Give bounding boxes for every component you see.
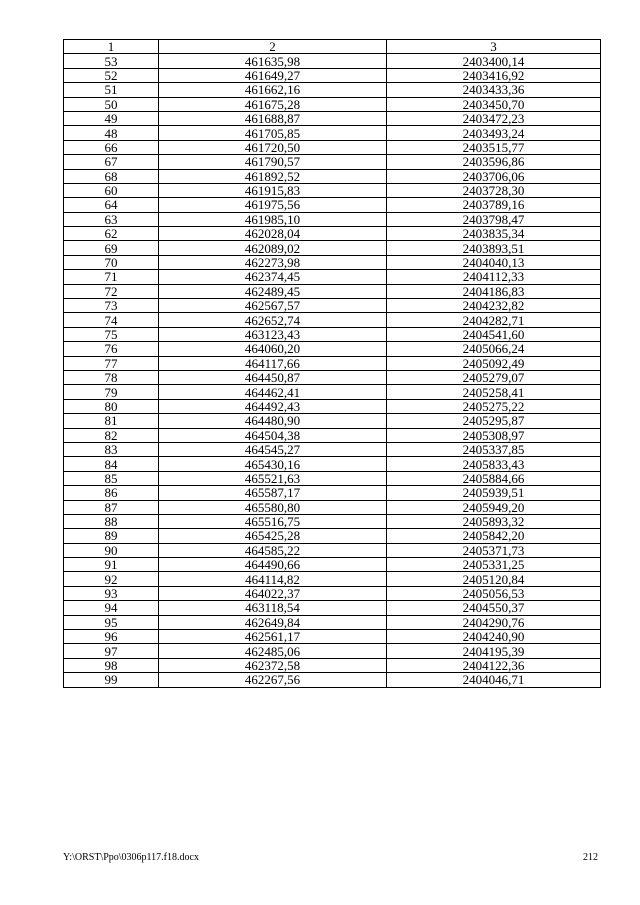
table-cell-col-2: 465516,75 [159, 514, 387, 528]
table-cell-col-3: 2405275,22 [387, 399, 601, 413]
table-cell-col-2: 464492,43 [159, 399, 387, 413]
table-cell-col-3: 2405833,43 [387, 457, 601, 471]
table-row [64, 126, 601, 140]
table-row [64, 140, 601, 154]
table-cell-col-2: 461662,16 [159, 83, 387, 97]
table-row [64, 601, 601, 615]
table-row [64, 644, 601, 658]
table-cell-col-1: 70 [64, 255, 159, 269]
table-cell-col-2: 462089,02 [159, 241, 387, 255]
table-cell-col-1: 82 [64, 428, 159, 442]
table-row [64, 68, 601, 82]
table-cell-col-3: 2405371,73 [387, 543, 601, 557]
table-cell-col-2: 462372,58 [159, 658, 387, 672]
table-cell-col-2: 462485,06 [159, 644, 387, 658]
table-row [64, 227, 601, 241]
table-cell-col-3: 2405893,32 [387, 514, 601, 528]
table-row [64, 54, 601, 68]
table-cell-col-2: 464585,22 [159, 543, 387, 557]
table-cell-col-2: 464490,66 [159, 558, 387, 572]
table-row [64, 241, 601, 255]
table-cell-col-3: 2405337,85 [387, 442, 601, 456]
table-body [64, 54, 601, 687]
table-cell-col-1: 73 [64, 299, 159, 313]
table-cell-col-2: 465521,63 [159, 471, 387, 485]
table-row [64, 543, 601, 557]
table-row [64, 673, 601, 687]
table-row [64, 155, 601, 169]
table-cell-col-1: 77 [64, 356, 159, 370]
table-row [64, 385, 601, 399]
table-row [64, 198, 601, 212]
table-cell-col-3: 2403596,86 [387, 155, 601, 169]
table-row [64, 558, 601, 572]
table-cell-col-2: 465430,16 [159, 457, 387, 471]
table-row [64, 111, 601, 125]
table-cell-col-3: 2405949,20 [387, 500, 601, 514]
table-row [64, 572, 601, 586]
table-cell-col-1: 52 [64, 68, 159, 82]
table-cell-col-1: 79 [64, 385, 159, 399]
table-row [64, 486, 601, 500]
table-cell-col-1: 96 [64, 630, 159, 644]
table-cell-col-2: 464462,41 [159, 385, 387, 399]
table-cell-col-2: 461892,52 [159, 169, 387, 183]
table-cell-col-1: 62 [64, 227, 159, 241]
table-cell-col-3: 2404290,76 [387, 615, 601, 629]
table-cell-col-3: 2405092,49 [387, 356, 601, 370]
table-cell-col-1: 91 [64, 558, 159, 572]
table-cell-col-1: 93 [64, 586, 159, 600]
table-cell-col-1: 78 [64, 370, 159, 384]
table-cell-col-1: 72 [64, 284, 159, 298]
table-cell-col-1: 48 [64, 126, 159, 140]
table-cell-col-3: 2404240,90 [387, 630, 601, 644]
table-cell-col-3: 2405331,25 [387, 558, 601, 572]
table-cell-col-3: 2403472,23 [387, 111, 601, 125]
table-cell-col-2: 464022,37 [159, 586, 387, 600]
table-cell-col-2: 462649,84 [159, 615, 387, 629]
table-cell-col-3: 2403400,14 [387, 54, 601, 68]
table-cell-col-3: 2403433,36 [387, 83, 601, 97]
table-cell-col-2: 465580,80 [159, 500, 387, 514]
table-cell-col-1: 51 [64, 83, 159, 97]
table-cell-col-1: 66 [64, 140, 159, 154]
table-cell-col-3: 2404282,71 [387, 313, 601, 327]
table-cell-col-3: 2403789,16 [387, 198, 601, 212]
table-cell-col-1: 98 [64, 658, 159, 672]
table-cell-col-2: 463118,54 [159, 601, 387, 615]
table-cell-col-2: 461635,98 [159, 54, 387, 68]
column-header-3: 3 [387, 40, 601, 54]
table-cell-col-3: 2403450,70 [387, 97, 601, 111]
table-cell-col-1: 85 [64, 471, 159, 485]
table-cell-col-1: 69 [64, 241, 159, 255]
table-row [64, 471, 601, 485]
table-row [64, 255, 601, 269]
table-cell-col-1: 81 [64, 414, 159, 428]
table-cell-col-2: 462652,74 [159, 313, 387, 327]
table-cell-col-1: 87 [64, 500, 159, 514]
table-cell-col-2: 461675,28 [159, 97, 387, 111]
table-cell-col-3: 2404195,39 [387, 644, 601, 658]
table-cell-col-1: 84 [64, 457, 159, 471]
table-cell-col-3: 2403893,51 [387, 241, 601, 255]
table-cell-col-2: 464504,38 [159, 428, 387, 442]
table-cell-col-3: 2404112,33 [387, 270, 601, 284]
table-cell-col-3: 2405056,53 [387, 586, 601, 600]
table-row [64, 399, 601, 413]
table-cell-col-2: 464060,20 [159, 342, 387, 356]
table-cell-col-2: 461975,56 [159, 198, 387, 212]
table-cell-col-3: 2404186,83 [387, 284, 601, 298]
table-cell-col-2: 462374,45 [159, 270, 387, 284]
table-cell-col-3: 2404046,71 [387, 673, 601, 687]
table-cell-col-1: 99 [64, 673, 159, 687]
table-row [64, 342, 601, 356]
table-row [64, 327, 601, 341]
table-cell-col-1: 50 [64, 97, 159, 111]
table-row [64, 529, 601, 543]
table-cell-col-2: 463123,43 [159, 327, 387, 341]
table-cell-col-2: 461720,50 [159, 140, 387, 154]
table-cell-col-2: 464117,66 [159, 356, 387, 370]
table-cell-col-1: 49 [64, 111, 159, 125]
table-row [64, 630, 601, 644]
table-row [64, 284, 601, 298]
table-cell-col-1: 94 [64, 601, 159, 615]
table-cell-col-1: 83 [64, 442, 159, 456]
table-cell-col-2: 462567,57 [159, 299, 387, 313]
table-cell-col-1: 92 [64, 572, 159, 586]
footer-page-number: 212 [583, 852, 598, 863]
coordinates-table [63, 39, 601, 688]
table-cell-col-1: 97 [64, 644, 159, 658]
table-cell-col-2: 461688,87 [159, 111, 387, 125]
table-cell-col-2: 464545,27 [159, 442, 387, 456]
table-cell-col-3: 2405308,97 [387, 428, 601, 442]
footer-file-path: Y:\ORST\Ppo\0306p117.f18.docx [63, 852, 199, 863]
table-row [64, 83, 601, 97]
table-row [64, 270, 601, 284]
table-cell-col-3: 2403515,77 [387, 140, 601, 154]
table-cell-col-2: 461705,85 [159, 126, 387, 140]
table-header-row [64, 40, 601, 54]
table-row [64, 586, 601, 600]
table-row [64, 97, 601, 111]
table-cell-col-1: 64 [64, 198, 159, 212]
table-cell-col-1: 75 [64, 327, 159, 341]
table-cell-col-1: 80 [64, 399, 159, 413]
table-cell-col-3: 2404550,37 [387, 601, 601, 615]
table-cell-col-3: 2405258,41 [387, 385, 601, 399]
table-cell-col-3: 2404232,82 [387, 299, 601, 313]
table-cell-col-2: 465587,17 [159, 486, 387, 500]
table-cell-col-2: 462561,17 [159, 630, 387, 644]
table-cell-col-2: 464450,87 [159, 370, 387, 384]
table-cell-col-1: 74 [64, 313, 159, 327]
table-cell-col-1: 90 [64, 543, 159, 557]
table-cell-col-1: 67 [64, 155, 159, 169]
table-cell-col-3: 2404040,13 [387, 255, 601, 269]
table-cell-col-3: 2403416,92 [387, 68, 601, 82]
table-cell-col-1: 68 [64, 169, 159, 183]
column-header-1: 1 [64, 40, 159, 54]
table-row [64, 212, 601, 226]
table-row [64, 658, 601, 672]
table-cell-col-2: 461985,10 [159, 212, 387, 226]
table-row [64, 169, 601, 183]
table-cell-col-3: 2403493,24 [387, 126, 601, 140]
table-cell-col-3: 2405939,51 [387, 486, 601, 500]
table-cell-col-2: 462273,98 [159, 255, 387, 269]
table-cell-col-1: 60 [64, 183, 159, 197]
table-cell-col-1: 76 [64, 342, 159, 356]
table-cell-col-2: 464114,82 [159, 572, 387, 586]
table-cell-col-2: 462028,04 [159, 227, 387, 241]
table-cell-col-2: 461915,83 [159, 183, 387, 197]
table-row [64, 615, 601, 629]
table-cell-col-3: 2404122,36 [387, 658, 601, 672]
table-row [64, 356, 601, 370]
table-cell-col-3: 2405279,07 [387, 370, 601, 384]
column-header-2: 2 [159, 40, 387, 54]
table-row [64, 370, 601, 384]
table-row [64, 414, 601, 428]
table-cell-col-2: 465425,28 [159, 529, 387, 543]
table-row [64, 428, 601, 442]
table-cell-col-2: 461790,57 [159, 155, 387, 169]
table-cell-col-3: 2405120,84 [387, 572, 601, 586]
table-cell-col-2: 464480,90 [159, 414, 387, 428]
table-cell-col-3: 2405842,20 [387, 529, 601, 543]
table-cell-col-2: 461649,27 [159, 68, 387, 82]
table-cell-col-1: 53 [64, 54, 159, 68]
table-cell-col-1: 86 [64, 486, 159, 500]
table-cell-col-1: 89 [64, 529, 159, 543]
table-cell-col-1: 95 [64, 615, 159, 629]
table-cell-col-1: 63 [64, 212, 159, 226]
table-row [64, 457, 601, 471]
table-cell-col-3: 2403728,30 [387, 183, 601, 197]
table-row [64, 299, 601, 313]
table-row [64, 500, 601, 514]
table-row [64, 514, 601, 528]
table-cell-col-3: 2405066,24 [387, 342, 601, 356]
table-cell-col-3: 2403706,06 [387, 169, 601, 183]
table-row [64, 183, 601, 197]
table-cell-col-1: 71 [64, 270, 159, 284]
table-cell-col-2: 462267,56 [159, 673, 387, 687]
table-cell-col-3: 2405295,87 [387, 414, 601, 428]
table-cell-col-3: 2403835,34 [387, 227, 601, 241]
table-cell-col-3: 2404541,60 [387, 327, 601, 341]
table-row [64, 442, 601, 456]
table-row [64, 313, 601, 327]
table-cell-col-3: 2405884,66 [387, 471, 601, 485]
table-cell-col-3: 2403798,47 [387, 212, 601, 226]
table-cell-col-1: 88 [64, 514, 159, 528]
table-cell-col-2: 462489,45 [159, 284, 387, 298]
